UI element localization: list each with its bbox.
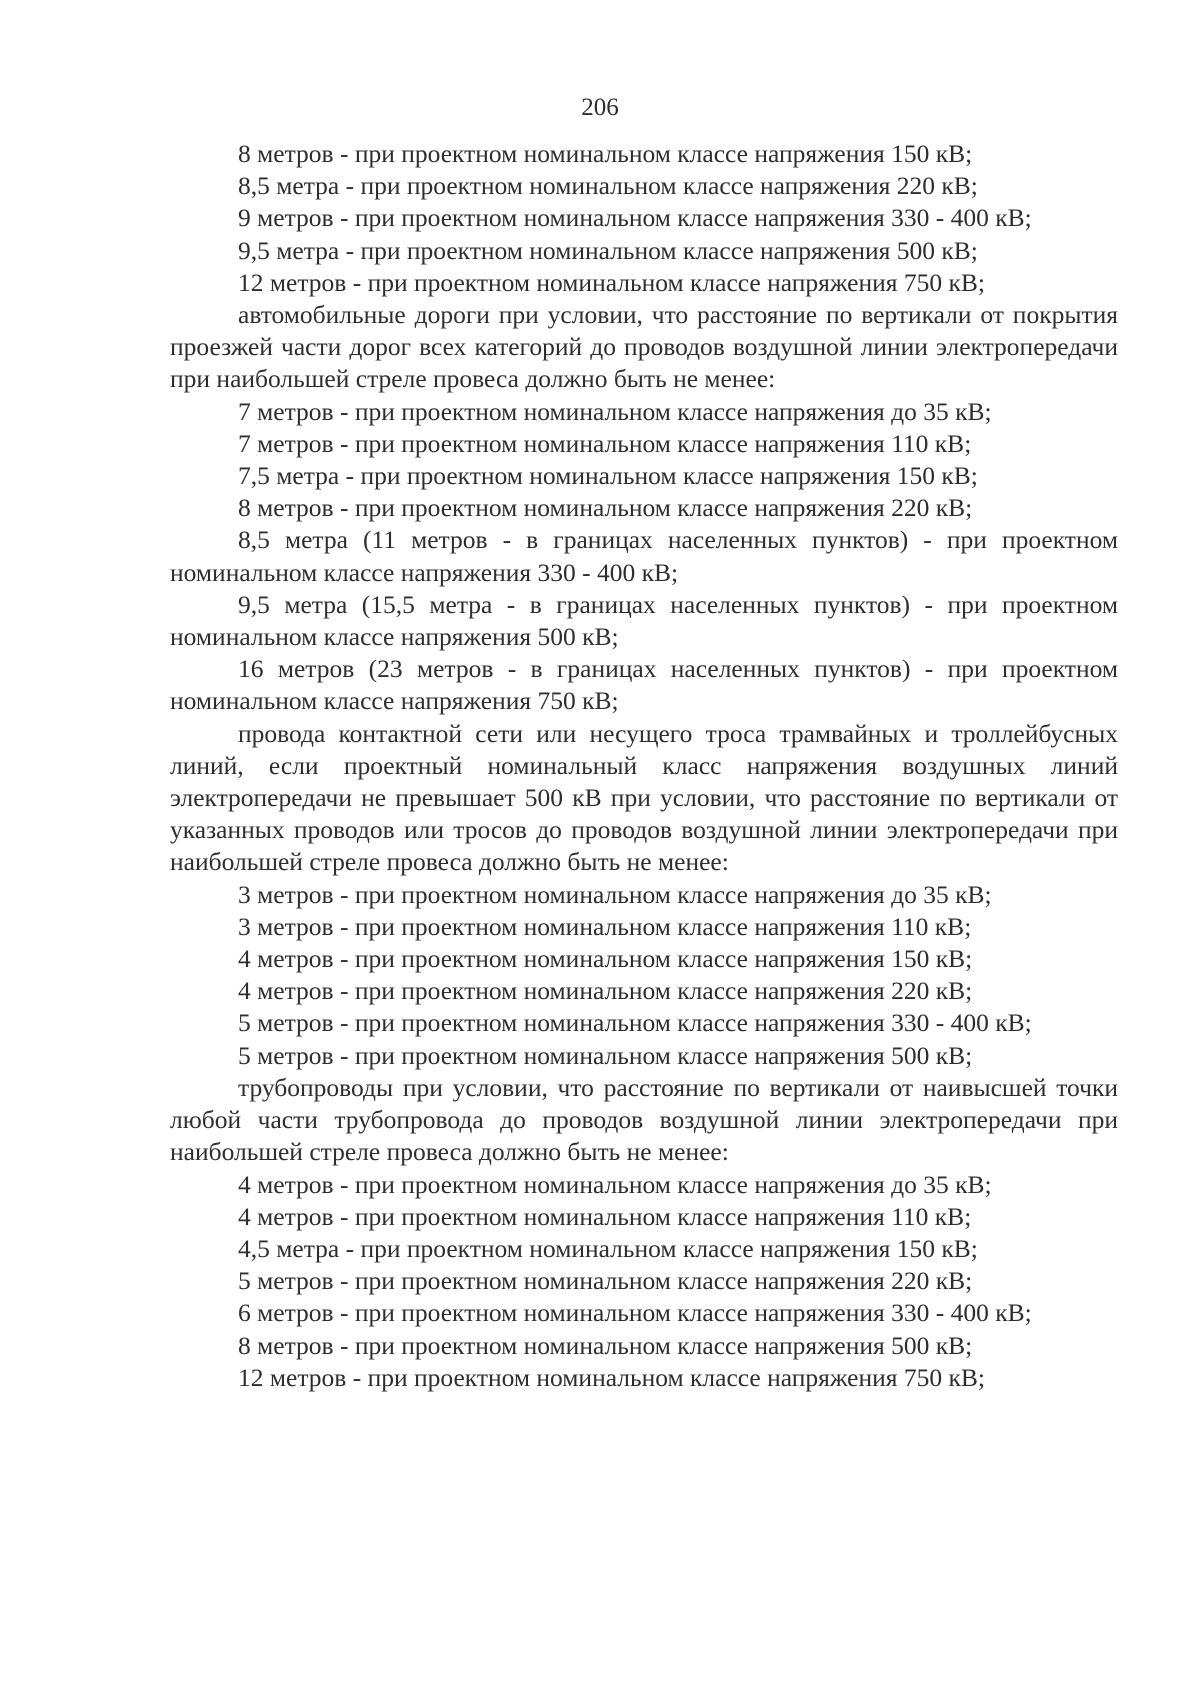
paragraph: 9,5 метра (15,5 метра - в границах населенных пунктов) - при проектном номинальном классе напряжения 500 кВ; (170, 589, 1118, 652)
paragraph: 8 метров - при проектном номинальном классе напряжения 150 кВ; (238, 139, 973, 168)
paragraph: 4 метров - при проектном номинальном классе напряжения 220 кВ; (238, 976, 973, 1006)
paragraph: 4,5 метра - при проектном номинальном классе напряжения 150 кВ; (238, 1233, 978, 1263)
paragraph: 7 метров - при проектном номинальном классе напряжения до 35 кВ; (238, 396, 992, 426)
paragraph: трубопроводы при условии, что расстояние по вертикали от наивысшей точки любой части трубопровода до проводов воздушной линии электропередачи при наибольшей стреле провеса должно быть не менее: (170, 1072, 1118, 1167)
paragraph: 7,5 метра - при проектном номинальном классе напряжения 150 кВ; (238, 461, 978, 491)
paragraph: 5 метров - при проектном номинальном классе напряжения 330 - 400 кВ; (238, 1008, 1032, 1038)
paragraph: 6 метров - при проектном номинальном классе напряжения 330 - 400 кВ; (238, 1298, 1032, 1328)
page-number: 206 (581, 94, 619, 121)
paragraph: 4 метров - при проектном номинальном классе напряжения 150 кВ; (238, 944, 973, 974)
paragraph: 5 метров - при проектном номинальном классе напряжения 220 кВ; (238, 1266, 973, 1296)
paragraph: автомобильные дороги при условии, что расстояние по вертикали от покрытия проезжей части дорог всех категорий до проводов воздушной линии электропередачи при наибольшей стреле провеса должно быть не менее: (170, 300, 1118, 394)
paragraph: 5 метров - при проектном номинальном классе напряжения 500 кВ; (238, 1040, 973, 1070)
document-body (170, 138, 1118, 1394)
paragraph: провода контактной сети или несущего троса трамвайных и троллейбусных линий, если проектный номинальный класс напряжения воздушных линий электропередачи не превышает 500 кВ при условии, что расстояние по вертикали от указанных проводов или тросов до проводов воздушной линии электропередачи при наибольшей стреле провеса должно быть не менее: (170, 718, 1118, 877)
paragraph: 9,5 метра - при проектном номинальном классе напряжения 500 кВ; (238, 235, 978, 265)
paragraph: 9 метров - при проектном номинальном классе напряжения 330 - 400 кВ; (238, 203, 1032, 233)
paragraph: 4 метров - при проектном номинальном классе напряжения 110 кВ; (238, 1201, 972, 1231)
paragraph: 12 метров - при проектном номинальном классе напряжения 750 кВ; (238, 1362, 985, 1392)
paragraph: 4 метров - при проектном номинальном классе напряжения до 35 кВ; (238, 1169, 992, 1199)
paragraph: 8,5 метра - при проектном номинальном классе напряжения 220 кВ; (238, 171, 978, 201)
paragraph: 3 метров - при проектном номинальном классе напряжения до 35 кВ; (238, 879, 992, 909)
paragraph: 16 метров (23 метров - в границах населенных пунктов) - при проектном номинальном классе напряжения 750 кВ; (170, 654, 1118, 716)
paragraph: 8,5 метра (11 метров - в границах населенных пунктов) - при проектном номинальном классе напряжения 330 - 400 кВ; (170, 525, 1118, 587)
paragraph: 8 метров - при проектном номинальном классе напряжения 220 кВ; (238, 493, 973, 523)
paragraph: 3 метров - при проектном номинальном классе напряжения 110 кВ; (238, 911, 972, 941)
paragraph: 8 метров - при проектном номинальном классе напряжения 500 кВ; (238, 1330, 973, 1360)
paragraph: 12 метров - при проектном номинальном классе напряжения 750 кВ; (238, 267, 985, 297)
paragraph: 7 метров - при проектном номинальном классе напряжения 110 кВ; (238, 428, 972, 458)
